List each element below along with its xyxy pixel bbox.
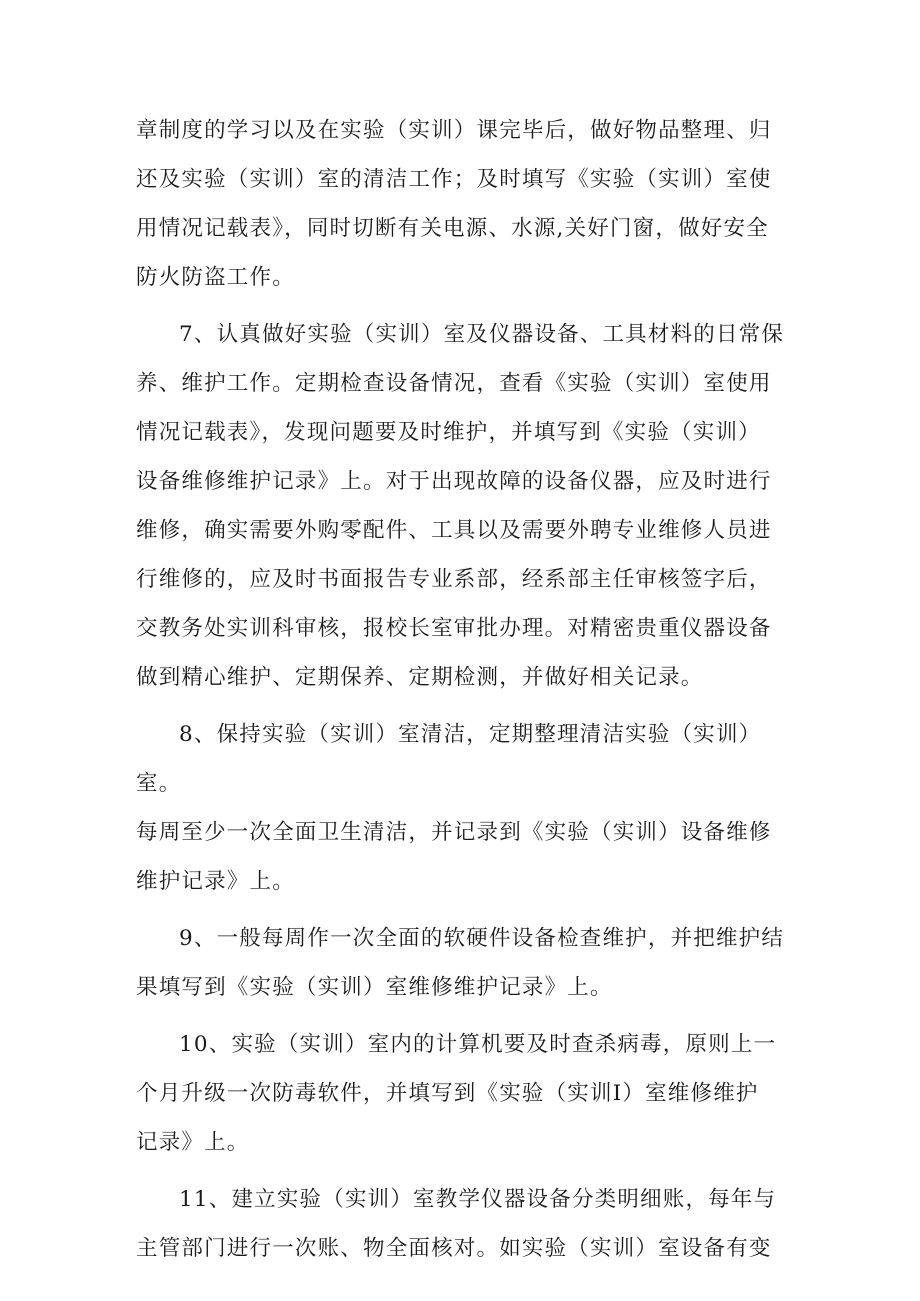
text-line: 主管部门进行一次账、物全面核对。如实验（实训）室设备有变: [136, 1236, 772, 1261]
text-line: 记录》上。: [136, 1130, 250, 1155]
text-line: 果填写到《实验（实训）室维修维护记录》上。: [136, 975, 613, 1000]
text-line: 10、实验（实训）室内的计算机要及时查杀病毒，原则上一: [179, 1032, 777, 1057]
text-line: 8、保持实验（实训）室清洁，定期整理清洁实验（实训）室。: [136, 722, 762, 796]
text-line: 行维修的，应及时书面报告专业系部，经系部主任审核签字后，: [136, 567, 772, 592]
document-body: [136, 106, 796, 1273]
text-line: 做到精心维护、定期保养、定期检测，并做好相关记录。: [136, 665, 704, 690]
text-line: 防火防盗工作。: [136, 265, 295, 290]
text-line: 9、一般每周作一次全面的软硬件设备检查维护，并把维护结: [179, 926, 785, 951]
text-line: 7、认真做好实验（实训）室及仪器设备、工具材料的日常保: [179, 322, 785, 347]
paragraph-item-9: [136, 914, 796, 1012]
text-line: 设备维修维护记录》上。对于出现故障的设备仪器，应及时进行: [136, 469, 772, 494]
text-line: 还及实验（实训）室的清洁工作；及时填写《实验（实训）室使: [136, 167, 772, 192]
text-line: 个月升级一次防毒软件，并填写到《实验（实训I）室维修维护: [136, 1081, 759, 1106]
text-line: 维修，确实需要外购零配件、工具以及需要外聘专业维修人员进: [136, 518, 772, 543]
text-line: 情况记载表》，发现问题要及时维护，并填写到《实验（实训）: [136, 420, 761, 445]
text-line: 用情况记载表》，同时切断有关电源、水源,关好门窗，做好安全: [136, 216, 769, 241]
text-line: 每周至少一次全面卫生清洁，并记录到《实验（实训）设备维修: [136, 820, 772, 845]
paragraph-continuation: [136, 106, 796, 302]
paragraph-item-11: [136, 1175, 796, 1273]
text-line: 养、维护工作。定期检查设备情况，查看《实验（实训）室使用: [136, 371, 772, 396]
paragraph-item-7: [136, 310, 796, 702]
paragraph-item-8: [136, 710, 796, 906]
paragraph-item-10: [136, 1020, 796, 1167]
text-line: 交教务处实训科审核，报校长室审批办理。对精密贵重仪器设备: [136, 616, 772, 641]
text-line: 章制度的学习以及在实验（实训）课完毕后，做好物品整理、归: [136, 118, 772, 143]
text-line: 11、建立实验（实训）室教学仪器设备分类明细账，每年与: [179, 1187, 777, 1212]
text-line: 维护记录》上。: [136, 869, 295, 894]
